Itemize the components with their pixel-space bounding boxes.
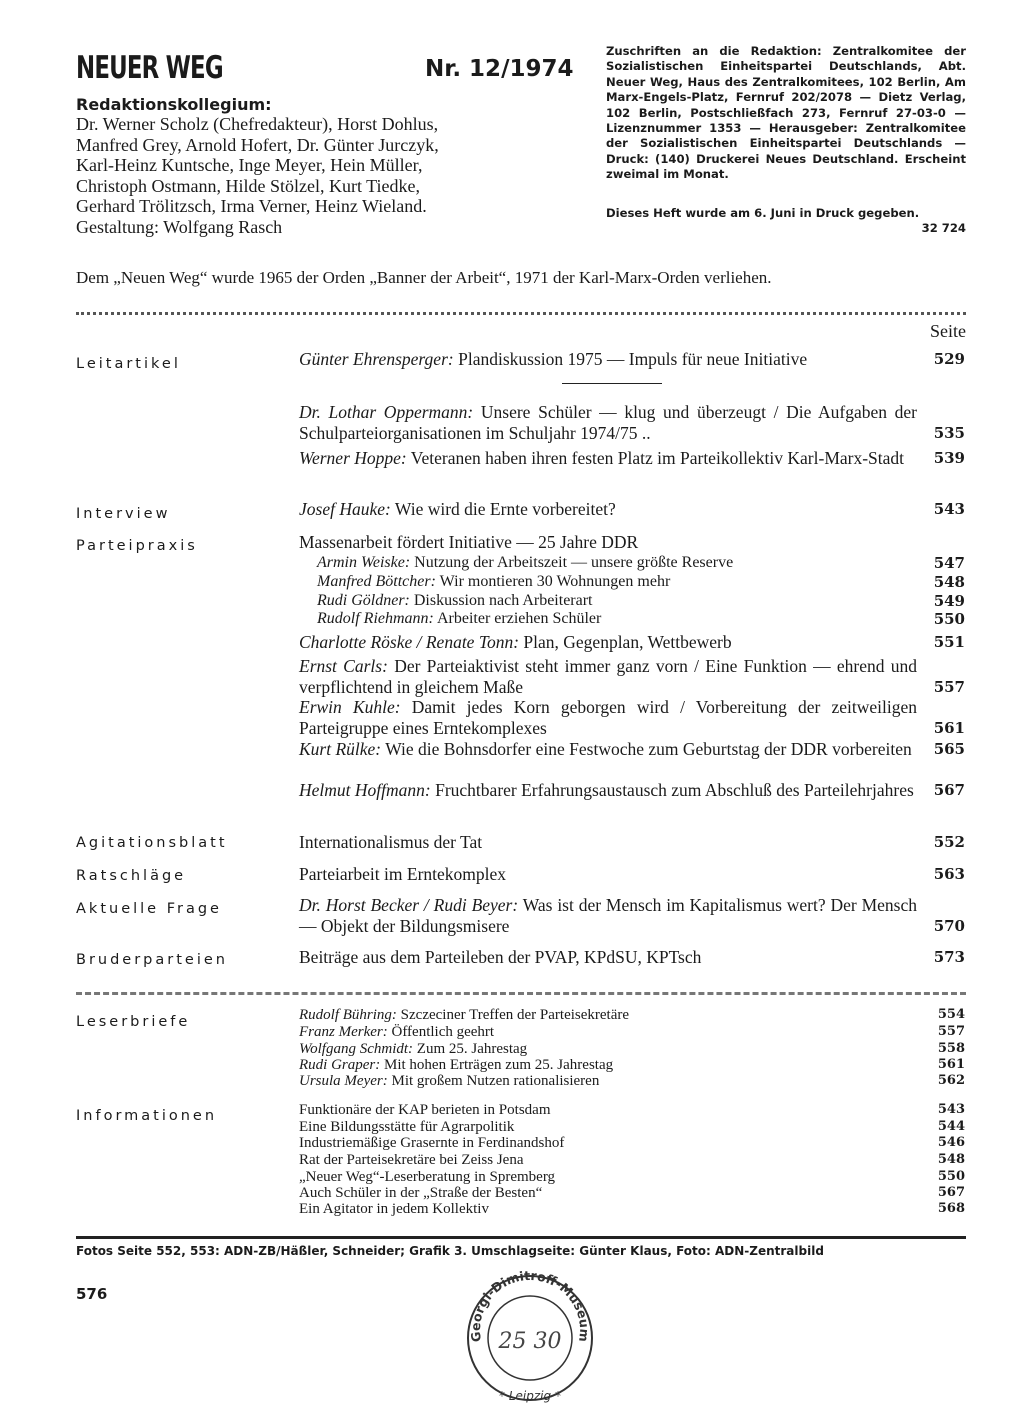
entry-page: 561 (933, 718, 965, 737)
toc-entry[interactable] (299, 349, 965, 370)
section-ratschlaege: Ratschläge (76, 868, 187, 884)
section-informationen: Informationen (76, 1108, 218, 1124)
entry-author: Charlotte Röske / Renate Tonn: (299, 632, 520, 652)
page-number: 576 (76, 1285, 108, 1303)
entry-author: Rudolf Riehmann: (317, 610, 434, 627)
stamp-handwriting: 25 30 (498, 1329, 562, 1354)
info-entry[interactable] (299, 1135, 965, 1152)
stamp-ring-text: Georgi-Dimitroff-Museum (467, 1267, 593, 1343)
toc-entry[interactable] (299, 632, 965, 653)
section-divider (76, 992, 966, 995)
toc-group-heading[interactable] (299, 532, 965, 553)
entry-page: 548 (937, 1152, 965, 1167)
entry-page: 558 (937, 1041, 965, 1056)
photo-credits: Fotos Seite 552, 553: ADN-ZB/Häßler, Schneider; Grafik 3. Umschlagseite: Günter Klaus, Foto: ADN-Zentralbild (76, 1244, 824, 1258)
toc-entry[interactable] (299, 895, 965, 936)
info-entry[interactable] (299, 1119, 965, 1136)
dotted-divider (76, 312, 966, 315)
entry-title: Nutzung der Arbeitszeit — unsere größte Reserve (414, 554, 734, 571)
entry-page: 543 (937, 1102, 965, 1117)
letter-entry[interactable] (299, 1007, 965, 1024)
board-line: Dr. Werner Scholz (Chefredakteur), Horst Dohlus, (76, 114, 439, 134)
toc-entry[interactable] (317, 592, 965, 610)
entry-title: Der Parteiaktivist steht immer ganz vorn / Eine Funktion — ehrend und verpflichtend in gleichem Maße (299, 656, 917, 697)
info-entry[interactable] (299, 1201, 965, 1218)
entry-author: Rudi Göldner: (317, 592, 410, 609)
entry-title: Öffentlich geehrt (391, 1024, 495, 1040)
entry-author: Günter Ehrensperger: (299, 349, 454, 369)
info-entry[interactable] (299, 1102, 965, 1119)
editorial-board-members (76, 114, 581, 238)
section-aktuelle-frage: Aktuelle Frage (76, 901, 222, 917)
footer-divider (76, 1236, 966, 1239)
entry-author: Dr. Horst Becker / Rudi Beyer: (299, 895, 519, 915)
entry-title: Fruchtbarer Erfahrungsaustausch zum Abschluß des Parteilehrjahres (435, 780, 914, 800)
entry-title: Veteranen haben ihren festen Platz im Parteikollektiv Karl-Marx-Stadt (410, 448, 905, 468)
entry-title: Rat der Parteisekretäre bei Zeiss Jena (299, 1152, 524, 1168)
entry-author: Erwin Kuhle: (299, 697, 401, 717)
entry-page: 539 (933, 449, 965, 467)
entry-page: 546 (937, 1135, 965, 1150)
entry-title: Massenarbeit fördert Initiative — 25 Jahre DDR (299, 532, 639, 552)
info-entry[interactable] (299, 1152, 965, 1169)
entry-author: Dr. Lothar Oppermann: (299, 402, 474, 422)
entry-title: Szczeciner Treffen der Parteisekretäre (400, 1007, 630, 1023)
issue-number: Nr. 12/1974 (425, 56, 574, 82)
entry-title: Mit hohen Erträgen zum 25. Jahrestag (384, 1057, 614, 1073)
museum-stamp (460, 1266, 600, 1406)
entry-page: 573 (933, 948, 965, 966)
entry-author: Helmut Hoffmann: (299, 780, 431, 800)
entry-page: 557 (937, 1024, 965, 1039)
entry-title: Parteiarbeit im Erntekomplex (299, 864, 507, 884)
board-line: Manfred Grey, Arnold Hofert, Dr. Günter Jurczyk, (76, 134, 439, 155)
entry-page: 550 (933, 610, 965, 628)
section-leitartikel: Leitartikel (76, 356, 181, 372)
letter-entry[interactable] (299, 1057, 965, 1074)
toc-entry[interactable] (299, 780, 965, 801)
entry-page: 535 (933, 423, 965, 442)
entry-author: Rudolf Bühring: (299, 1007, 397, 1023)
entry-page: 529 (933, 350, 965, 368)
entry-author: Werner Hoppe: (299, 448, 407, 468)
page-column-label: Seite (930, 321, 966, 341)
entry-page: 547 (933, 554, 965, 572)
entry-page: 549 (933, 592, 965, 610)
entry-page: 570 (933, 916, 965, 935)
entry-page: 544 (937, 1119, 965, 1134)
entry-author: Wolfgang Schmidt: (299, 1041, 414, 1057)
stamp-city-text: * Leipzig * (499, 1389, 561, 1403)
entry-page: 567 (933, 781, 965, 799)
entry-title: Plandiskussion 1975 — Impuls für neue Initiative (458, 349, 808, 369)
print-note-text: Dieses Heft wurde am 6. Juni in Druck gegeben. (606, 206, 920, 220)
board-line: Gestaltung: Wolfgang Rasch (76, 216, 283, 237)
toc-entry[interactable] (299, 697, 965, 738)
entry-title: Wie die Bohnsdorfer eine Festwoche zum Geburtstag der DDR vorbereiten (385, 739, 912, 759)
entry-title: Arbeiter erziehen Schüler (437, 610, 602, 627)
imprint-text: Zuschriften an die Redaktion: Zentralkomitee der Sozialistischen Einheitspartei Deutschlands, Abt. Neuer Weg, Haus des Zentralkomitees, 102 Berlin, Am Marx-Engels-Platz, Fernruf 202/2078 — Dietz Verlag, 102 Berlin, Postschließfach 273, Fernruf 27-03-0 — Lizenznummer 1353 — Herausgeber: Zentralkomitee der Sozialistischen Einheitspartei Deutschlands — Druck: (140) Druckerei Neues Deutschland. Erscheint zweimal im Monat. (606, 44, 966, 182)
toc-entry[interactable] (317, 610, 965, 628)
masthead-title: NEUER WEG (76, 50, 223, 86)
editorial-board-label: Redaktionskollegium: (76, 95, 272, 114)
entry-title: Beiträge aus dem Parteileben der PVAP, KPdSU, KPTsch (299, 947, 702, 967)
toc-entry[interactable] (299, 656, 965, 697)
entry-author: Ursula Meyer: (299, 1073, 388, 1089)
board-line: Gerhard Trölitzsch, Irma Verner, Heinz Wieland. (76, 196, 427, 217)
entry-page: 551 (933, 633, 965, 651)
toc-entry[interactable] (317, 573, 965, 591)
info-entry[interactable] (299, 1185, 965, 1202)
entry-title: Mit großem Nutzen rationalisieren (391, 1073, 600, 1089)
toc-entry[interactable] (299, 402, 965, 443)
entry-title: Zum 25. Jahrestag (416, 1041, 528, 1057)
board-line: Christoph Ostmann, Hilde Stölzel, Kurt Tiedke, (76, 175, 420, 196)
letter-entry[interactable] (299, 1041, 965, 1058)
entry-author: Rudi Graper: (299, 1057, 381, 1073)
entry-title: Ein Agitator in jedem Kollektiv (299, 1201, 489, 1217)
toc-entry[interactable] (317, 554, 965, 572)
entry-page: 563 (933, 865, 965, 883)
section-leserbriefe: Leserbriefe (76, 1014, 191, 1030)
entry-title: Was ist der Mensch im Kapitalismus wert? Der Mensch — Objekt der Bildungsmisere (299, 895, 918, 936)
entry-page: 567 (937, 1185, 965, 1200)
entry-title: Auch Schüler in der „Straße der Besten“ (299, 1185, 543, 1201)
print-reference: 32 724 (921, 221, 966, 235)
section-bruderparteien: Bruderparteien (76, 952, 228, 968)
entry-page: 557 (933, 677, 965, 696)
section-agitationsblatt: Agitationsblatt (76, 835, 228, 851)
entry-title: Wie wird die Ernte vorbereitet? (394, 499, 616, 519)
entry-author: Franz Merker: (299, 1024, 388, 1040)
letter-entry[interactable] (299, 1073, 965, 1090)
entry-page: 568 (937, 1201, 965, 1216)
entry-author: Josef Hauke: (299, 499, 391, 519)
entry-title: Diskussion nach Arbeiterart (413, 592, 593, 609)
entry-title: Industriemäßige Grasernte in Ferdinandshof (299, 1135, 565, 1151)
toc-entry[interactable] (299, 832, 965, 853)
toc-entry[interactable] (299, 499, 965, 520)
entry-page: 561 (937, 1057, 965, 1072)
entry-title: „Neuer Weg“-Leserberatung in Spremberg (299, 1169, 556, 1185)
toc-entry[interactable] (299, 864, 965, 885)
short-divider (562, 383, 662, 384)
entry-title: Funktionäre der KAP berieten in Potsdam (299, 1102, 551, 1118)
letter-entry[interactable] (299, 1024, 965, 1041)
entry-page: 565 (933, 740, 965, 758)
entry-page: 543 (933, 500, 965, 518)
award-notice: Dem „Neuen Weg“ wurde 1965 der Orden „Banner der Arbeit“, 1971 der Karl-Marx-Orden verliehen. (76, 268, 772, 287)
print-note (606, 206, 966, 235)
entry-title: Internationalismus der Tat (299, 832, 483, 852)
toc-entry[interactable] (299, 739, 965, 760)
section-interview: Interview (76, 506, 171, 522)
toc-entry[interactable] (299, 947, 965, 968)
entry-title: Damit jedes Korn geborgen wird / Vorbereitung der zeitweiligen Parteigruppe eines Erntekomplexes (299, 697, 918, 738)
entry-title: Unsere Schüler — klug und überzeugt / Die Aufgaben der Schulparteiorganisationen im Schuljahr 1974/75 .. (299, 402, 917, 443)
info-entry[interactable] (299, 1169, 965, 1186)
entry-author: Kurt Rülke: (299, 739, 382, 759)
section-parteipraxis: Parteipraxis (76, 538, 198, 554)
entry-page: 562 (937, 1073, 965, 1088)
entry-page: 550 (937, 1169, 965, 1184)
entry-title: Plan, Gegenplan, Wettbewerb (523, 632, 732, 652)
entry-title: Wir montieren 30 Wohnungen mehr (439, 573, 671, 590)
toc-entry[interactable] (299, 448, 965, 469)
entry-page: 552 (933, 833, 965, 851)
entry-author: Armin Weiske: (317, 554, 411, 571)
board-line: Karl-Heinz Kuntsche, Inge Meyer, Hein Müller, (76, 155, 423, 176)
entry-page: 548 (933, 573, 965, 591)
entry-page: 554 (937, 1007, 965, 1022)
entry-author: Manfred Böttcher: (317, 573, 436, 590)
entry-title: Eine Bildungsstätte für Agrarpolitik (299, 1119, 515, 1135)
entry-author: Ernst Carls: (299, 656, 388, 676)
